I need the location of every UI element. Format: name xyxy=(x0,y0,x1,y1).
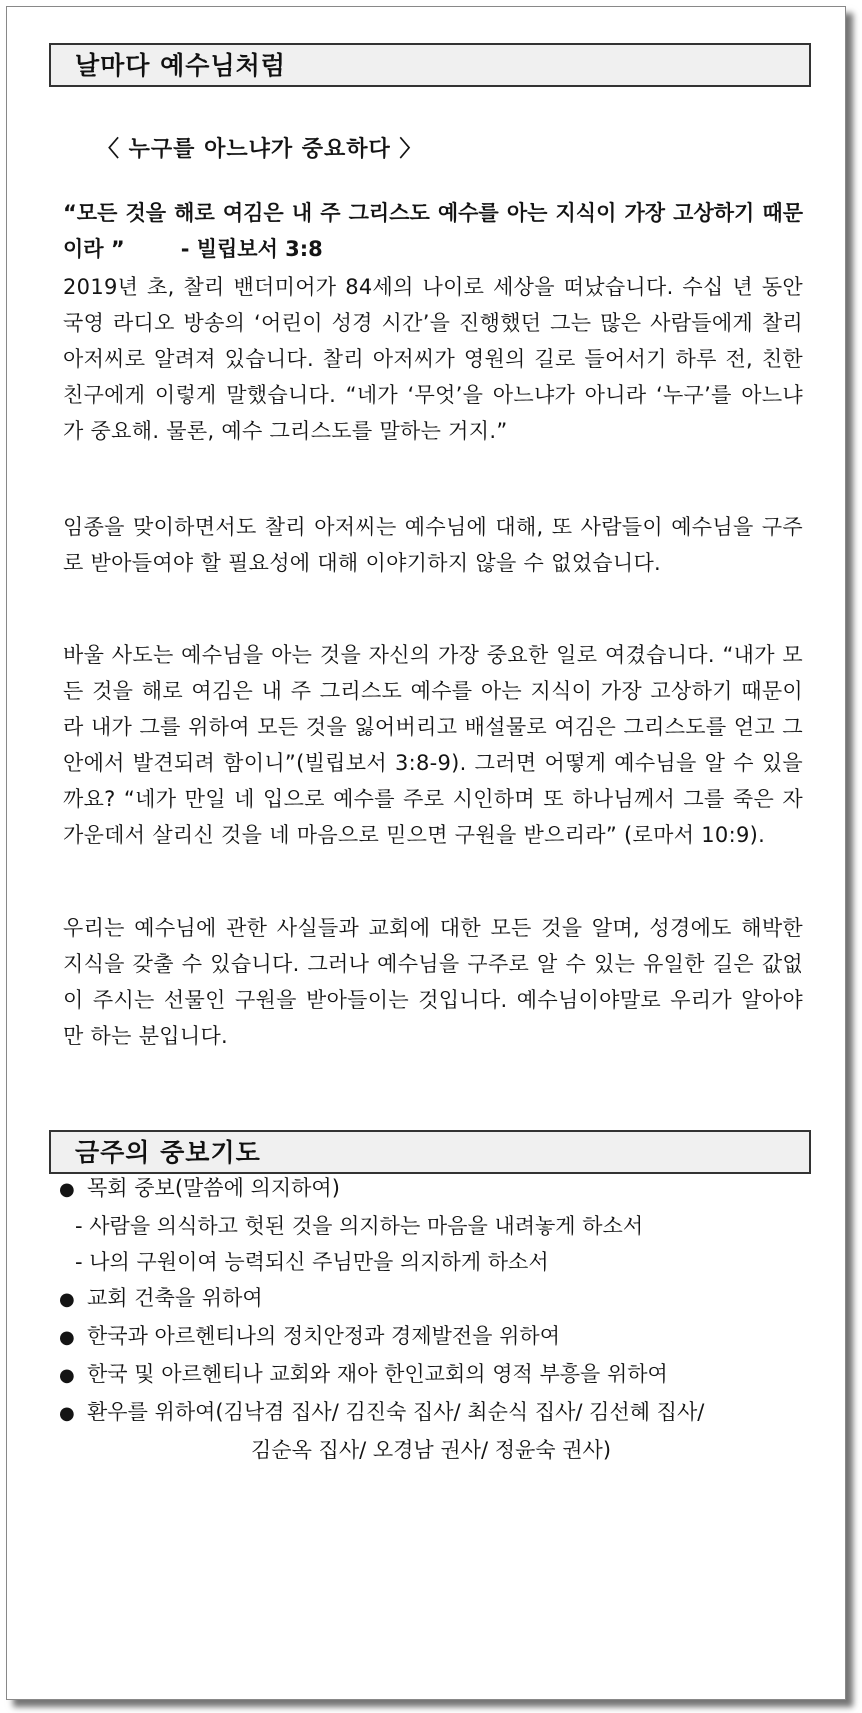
bullet-icon: ● xyxy=(59,1403,75,1424)
bullet-icon: ● xyxy=(59,1365,75,1386)
prayer-item: ● 환우를 위하여(김낙겸 집사/ 김진숙 집사/ 최순식 집사/ 김선혜 집사/ xyxy=(59,1394,819,1432)
prayer-item-continuation: 김순옥 집사/ 오경남 권사/ 정윤숙 권사) xyxy=(251,1438,612,1462)
key-verse-text: “모든 것을 해로 여김은 내 주 그리스도 예수를 아는 지식이 가장 고상하기 때문이라 ” xyxy=(63,201,803,261)
prayer-item: ● 교회 건축을 위하여 xyxy=(59,1280,819,1318)
bullet-icon: ● xyxy=(59,1289,75,1310)
paragraph-4: 우리는 예수님에 관한 사실들과 교회에 대한 모든 것을 알며, 성경에도 해박한 지식을 갖출 수 있습니다. 그러나 예수님을 구주로 알 수 있는 유일한 길은 값없이 주시는 선물인 구원을 받아들이는 것입니다. 예수님이야말로 우리가 알아야만 하는 분입니다. xyxy=(63,916,803,1048)
prayer-item: ● 목회 중보(말씀에 의지하여) xyxy=(59,1170,819,1208)
prayer-title: 금주의 중보기도 xyxy=(75,1138,261,1167)
key-verse-reference: - 빌립보서 3:8 xyxy=(180,237,323,261)
prayer-title-box xyxy=(49,1130,811,1174)
prayer-subitem: - 나의 구원이여 능력되신 주님만을 의지하게 하소서 xyxy=(75,1250,549,1274)
prayer-subitem: - 사람을 의식하고 헛된 것을 의지하는 마음을 내려놓게 하소서 xyxy=(75,1214,644,1238)
prayer-item: ● 한국과 아르헨티나의 정치안정과 경제발전을 위하여 xyxy=(59,1318,819,1356)
paragraph-2: 임종을 맞이하면서도 찰리 아저씨는 예수님에 대해, 또 사람들이 예수님을 구주로 받아들여야 할 필요성에 대해 이야기하지 않을 수 없었습니다. xyxy=(63,515,803,575)
devotional-title-box xyxy=(49,43,811,87)
key-verse xyxy=(63,195,803,267)
page-card xyxy=(6,6,846,1700)
devotional-subtitle: 〈 누구를 아느냐가 중요하다 〉 xyxy=(97,137,423,162)
devotional-title: 날마다 예수님처럼 xyxy=(75,51,286,80)
bullet-icon: ● xyxy=(59,1327,75,1348)
prayer-list xyxy=(59,1170,819,1468)
paragraph-3: 바울 사도는 예수님을 아는 것을 자신의 가장 중요한 일로 여겼습니다. “내가 모든 것을 해로 여김은 내 주 그리스도 예수를 아는 지식이 가장 고상하기 때문이라 내가 그를 위하여 모든 것을 잃어버리고 배설물로 여김은 그리스도를 얻고 그 안에서 발견되려 함이니”(빌립보서 3:8-9). 그러면 어떻게 예수님을 알 수 있을까요? “네가 만일 네 입으로 예수를 주로 시인하며 또 하나님께서 그를 죽은 자 가운데서 살리신 것을 네 마음으로 믿으면 구원을 받으리라” (로마서 10:9). xyxy=(63,643,803,847)
prayer-item: ● 한국 및 아르헨티나 교회와 재아 한인교회의 영적 부흥을 위하여 xyxy=(59,1356,819,1394)
bullet-icon: ● xyxy=(59,1179,75,1200)
paragraph-1: 2019년 초, 찰리 밴더미어가 84세의 나이로 세상을 떠났습니다. 수십 년 동안 국영 라디오 방송의 ‘어린이 성경 시간’을 진행했던 그는 많은 사람들에게 찰리 아저씨로 알려져 있습니다. 찰리 아저씨가 영원의 길로 들어서기 하루 전, 친한 친구에게 이렇게 말했습니다. “네가 ‘무엇’을 아느냐가 아니라 ‘누구’를 아느냐가 중요해. 물론, 예수 그리스도를 말하는 거지.” xyxy=(63,275,803,443)
